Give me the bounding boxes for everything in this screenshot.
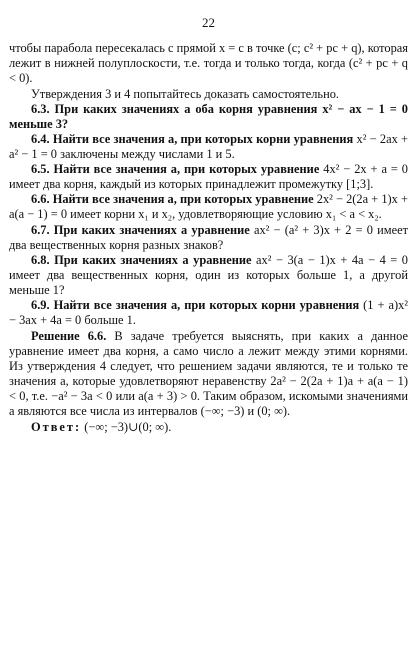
problem-6-3 — [9, 102, 408, 132]
problem-text: (1 + a)x² − 3ax + 4a = 0 больше 1. — [9, 298, 408, 327]
problem-6-9 — [9, 298, 408, 328]
problem-6-5 — [9, 162, 408, 192]
problem-lead: 6.6. Найти все значения a, при которых уравнение — [31, 192, 314, 206]
paragraph-statement — [9, 87, 408, 102]
page-text — [9, 41, 408, 435]
problem-lead: 6.7. При каких значениях a уравнение — [31, 223, 250, 237]
problem-text: ax² − 3(a − 1)x + 4a − 4 = 0 имеет два вещественных корня, один из которых больше 1, а другой меньше 1? — [9, 253, 408, 297]
paragraph-text: чтобы парабола пересекалась с прямой x = c в точке (c; c² + pc + q), которая лежит в нижней полуплоскости, т.е. тогда и только тогда, когда (c² + pc + q < 0). — [9, 41, 408, 85]
problem-6-8 — [9, 253, 408, 298]
problem-lead: 6.9. Найти все значения a, при которых корни уравнения — [31, 298, 360, 312]
answer-line — [9, 420, 408, 435]
problem-6-6 — [9, 192, 408, 222]
problem-text: 4x² − 2x + a = 0 имеет два корня, каждый из которых принадлежит промежутку [1;3]. — [9, 162, 408, 191]
problem-6-4 — [9, 132, 408, 162]
problem-lead: 6.4. Найти все значения a, при которых корни уравнения — [31, 132, 354, 146]
problem-text: ax² − (a² + 3)x + 2 = 0 имеет два вещественных корня разных знаков? — [9, 223, 408, 252]
solution-6-6 — [9, 329, 408, 419]
paragraph-continuation — [9, 41, 408, 86]
problem-text: 2x² − 2(2a + 1)x + a(a − 1) = 0 имеет корни x₁ и x₂, удовлетворяющие условию x₁ < a < x₂. — [9, 192, 408, 221]
problem-text: 6.3. При каких значениях a оба корня уравнения x² − ax − 1 = 0 меньше 3? — [9, 102, 408, 131]
solution-text: В задаче требуется выяснять, при каких a данное уравнение имеет два корня, а само число a лежит между этими корнями. Из утверждения 4 следует, что решением задачи являются, те и только те значения a, которые удовлетворяют неравенству 2a² − 2(2a + 1)a + a(a − 1) < 0, т.е. −a² − 3a < 0 или a(a + 3) > 0. Таким образом, искомыми значениями a являются все числа из интервалов (−∞; −3) и (0; ∞). — [9, 329, 408, 418]
problem-text: x² − 2ax + a² − 1 = 0 заключены между числами 1 и 5. — [9, 132, 408, 161]
page-number: 22 — [202, 15, 215, 30]
answer-value: (−∞; −3)∪(0; ∞). — [84, 420, 172, 434]
paragraph-text: Утверждения 3 и 4 попытайтесь доказать самостоятельно. — [31, 87, 339, 101]
solution-lead: Решение 6.6. — [31, 329, 107, 343]
problem-lead: 6.8. При каких значениях a уравнение — [31, 253, 252, 267]
problem-lead: 6.5. Найти все значения a, при которых уравнение — [31, 162, 320, 176]
answer-label: Ответ: — [31, 420, 82, 434]
problem-6-7 — [9, 223, 408, 253]
